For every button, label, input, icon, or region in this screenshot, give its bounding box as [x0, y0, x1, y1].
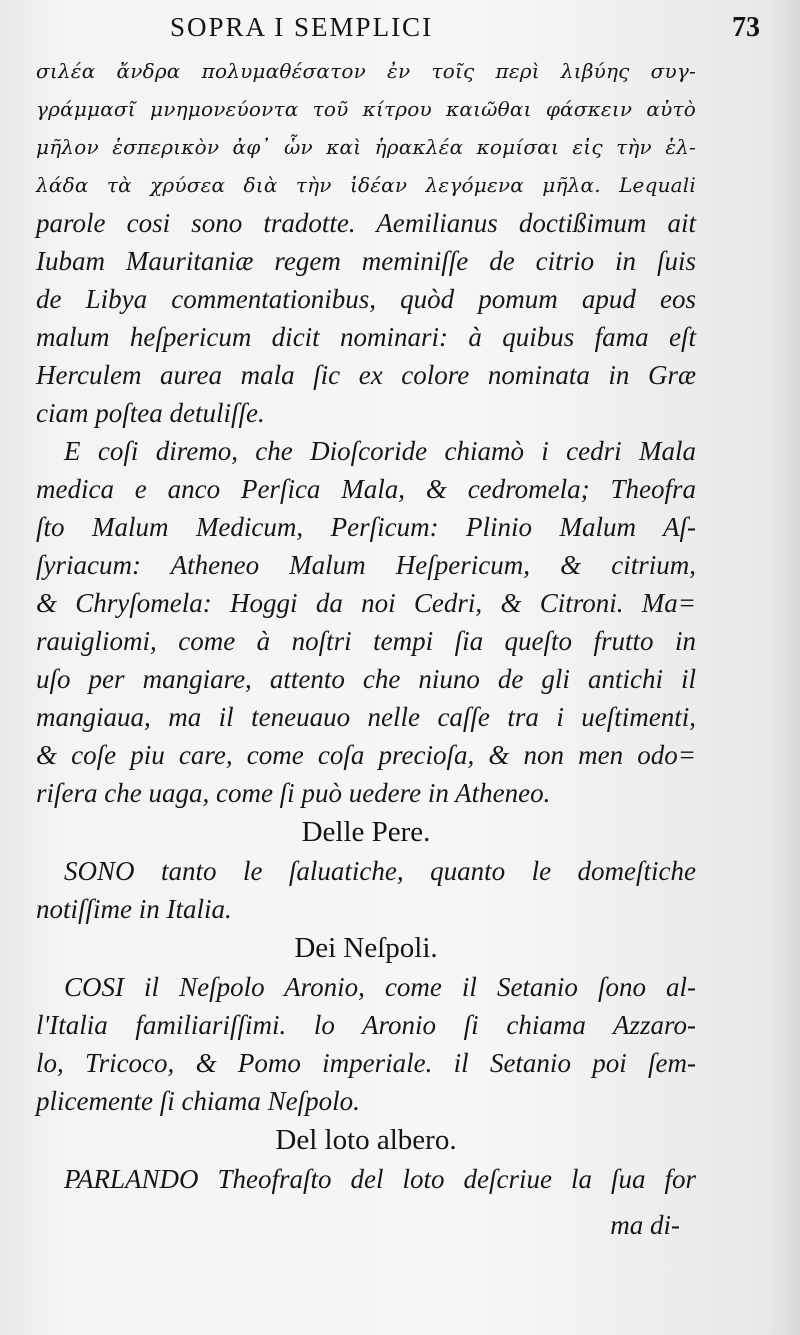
text-line: ciam poſtea detuliſſe. — [36, 398, 265, 428]
text-line: ſto Malum Medicum, Perſicum: Plinio Malum Aſ- — [36, 512, 696, 542]
text-line: parole cosi sono tradotte. Aemilianus doctißimum ait — [36, 208, 696, 238]
text-line: de Libya commentationibus, quòd pomum apud eos — [36, 284, 696, 314]
text-line: & Chryſomela: Hoggi da noi Cedri, & Citroni. Ma= — [36, 588, 696, 618]
text-line: rauigliomi, come à noſtri tempi ſia queſto frutto in — [36, 626, 696, 656]
text-line: & coſe piu care, come coſa precioſa, & non men odo= — [36, 740, 696, 770]
text-line: Herculem aurea mala ſic ex colore nominata in Græ — [36, 360, 696, 390]
section-heading: Delle Pere. — [301, 816, 431, 848]
greek-line: σιλέα ἄνδρα πολυμαθέσατον ἐν τοῖς περὶ λιβύης συγ- — [36, 59, 696, 83]
text-line: lo, Tricoco, & Pomo imperiale. il Setanio poi ſem- — [36, 1048, 696, 1078]
greek-line: γράμμασῖ μνημονεύοντα τοῦ κίτρου καιῶθαι φάσκειν αὐτὸ — [36, 97, 696, 121]
section-heading: Del loto albero. — [275, 1124, 457, 1156]
text-line: notiſſime in Italia. — [36, 894, 232, 924]
text-line: COSI il Neſpolo Aronio, come il Setanio ſono al- — [64, 972, 696, 1002]
text-line: uſo per mangiare, attento che niuno de gli antichi il — [36, 664, 696, 694]
text-line: SONO tanto le ſaluatiche, quanto le domeſtiche — [64, 856, 696, 886]
text-line: l'Italia familiariſſimi. lo Aronio ſi chiama Azzaro- — [36, 1010, 696, 1040]
text-line: malum heſpericum dicit nominari: à quibus fama eſt — [36, 322, 696, 352]
section-heading: Dei Neſpoli. — [294, 932, 438, 964]
text-line: medica e anco Perſica Mala, & cedromela; Theofra — [36, 474, 696, 504]
text-line: riſera che uaga, come ſi può uedere in Atheneo. — [36, 778, 551, 808]
text-line: plicemente ſi chiama Neſpolo. — [36, 1086, 360, 1116]
text-line: ſyriacum: Atheneo Malum Heſpericum, & citrium, — [36, 550, 696, 580]
text-line: E coſi diremo, che Dioſcoride chiamò i cedri Mala — [64, 436, 696, 466]
greek-line: λάδα τὰ χρύσεα διὰ τὴν ἰδέαν λεγόμενα μῆλα. Lequali — [36, 173, 696, 197]
page-number: 73 — [732, 12, 760, 43]
text-line: mangiaua, ma il teneuauo nelle caſſe tra i ueſtimenti, — [36, 702, 696, 732]
catchword: ma di- — [610, 1210, 680, 1240]
text-line: PARLANDO Theofraſto del loto deſcriue la ſua for — [64, 1164, 696, 1194]
running-head: SOPRA I SEMPLICI — [170, 12, 434, 42]
body-text — [36, 52, 696, 1198]
page-header — [170, 12, 760, 52]
text-line: Iubam Mauritaniæ regem meminiſſe de citrio in ſuis — [36, 246, 696, 276]
greek-line: μῆλον ἑσπερικὸν ἀφ᾽ ὧν καὶ ἡρακλέα κομίσαι εἰς τὴν ἑλ- — [36, 135, 696, 159]
